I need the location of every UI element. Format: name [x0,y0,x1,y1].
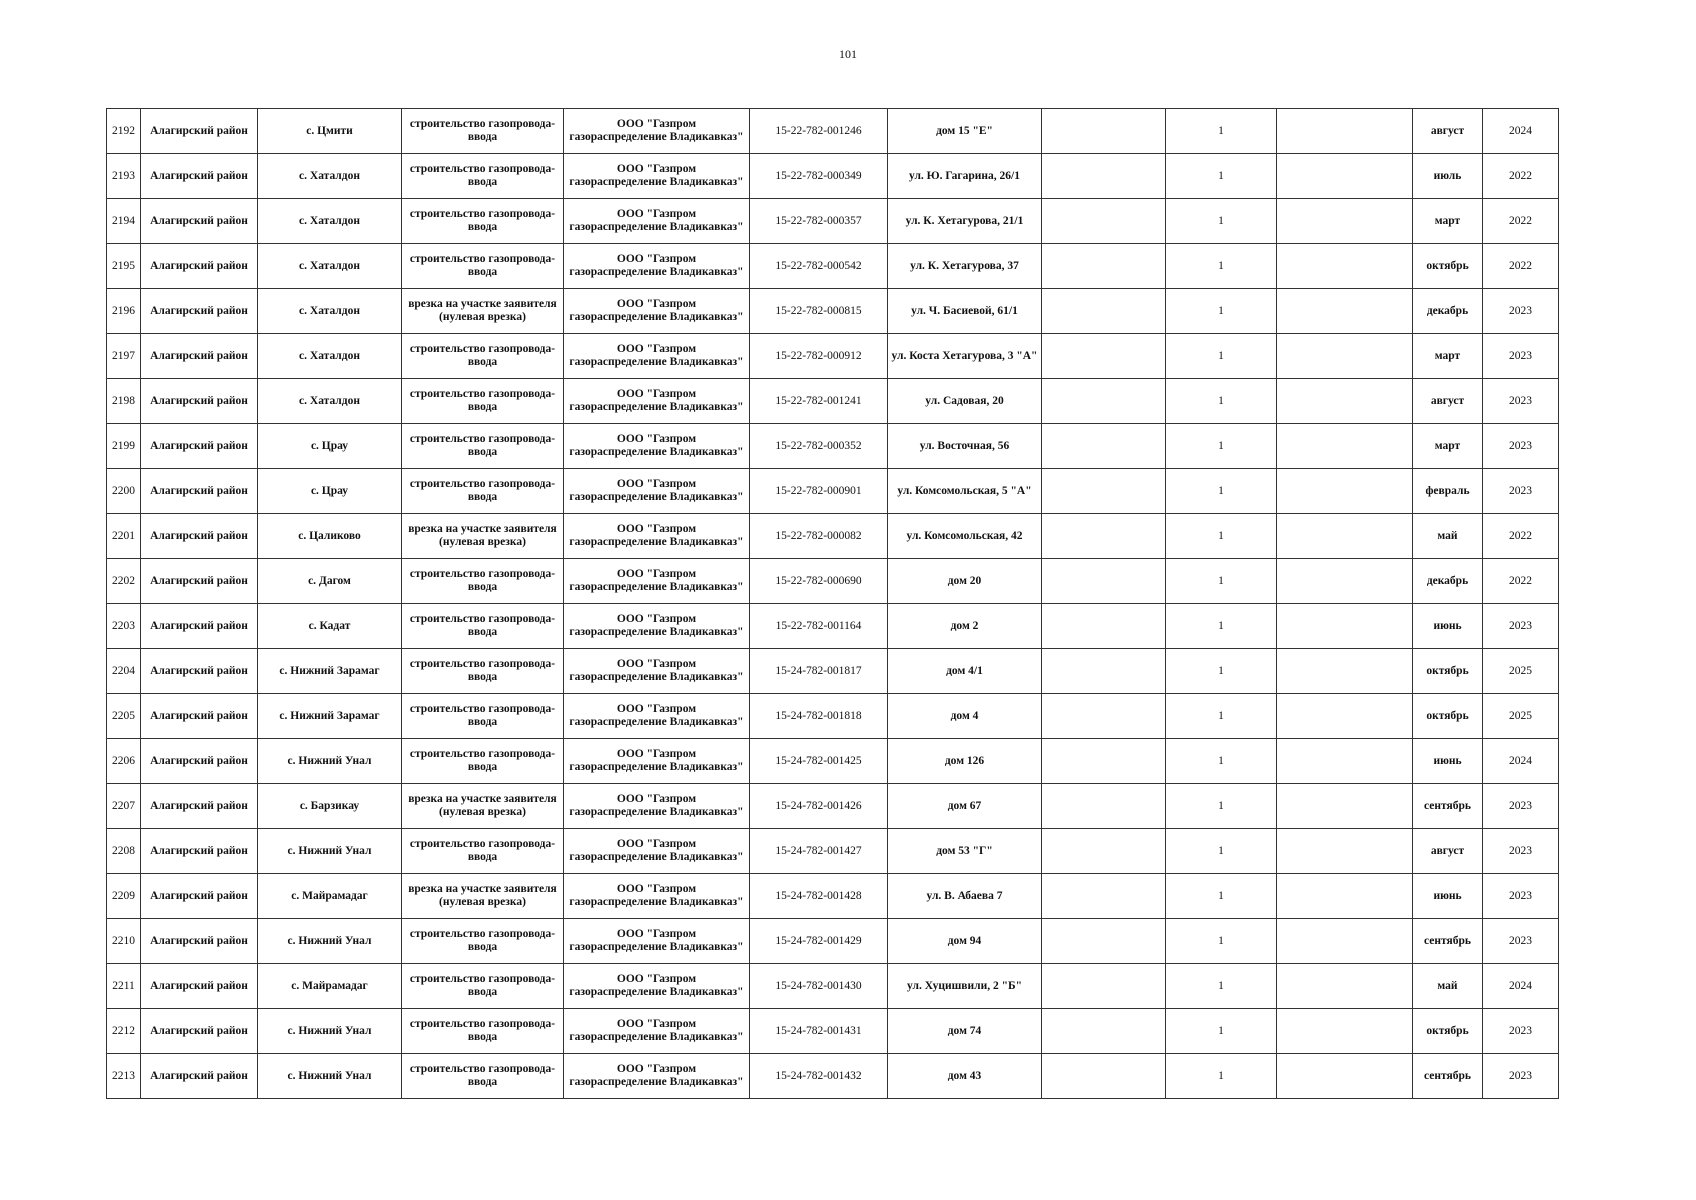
page-number: 101 [839,47,857,61]
address-cell: ул. В. Абаева 7 [888,874,1042,919]
organization-cell: ООО "Газпром газораспределение Владикавказ" [564,964,750,1009]
table-row [107,514,1559,559]
district-cell: Алагирский район [141,559,258,604]
locality-cell: с. Хаталдон [258,244,402,289]
empty-cell [1042,334,1166,379]
table-row [107,874,1559,919]
code-cell: 15-22-782-000082 [750,514,888,559]
count-cell: 1 [1166,919,1277,964]
year-cell: 2023 [1483,1009,1559,1054]
year-cell: 2025 [1483,649,1559,694]
empty-cell [1042,919,1166,964]
organization-cell: ООО "Газпром газораспределение Владикавказ" [564,199,750,244]
district-cell: Алагирский район [141,244,258,289]
year-cell: 2023 [1483,784,1559,829]
organization-cell: ООО "Газпром газораспределение Владикавказ" [564,289,750,334]
code-cell: 15-24-782-001432 [750,1054,888,1099]
organization-cell: ООО "Газпром газораспределение Владикавказ" [564,874,750,919]
empty-cell [1042,289,1166,334]
year-cell: 2024 [1483,739,1559,784]
organization-cell: ООО "Газпром газораспределение Владикавказ" [564,334,750,379]
empty-cell [1042,739,1166,784]
row-number: 2198 [107,379,141,424]
locality-cell: с. Нижний Унал [258,919,402,964]
locality-cell: с. Црау [258,469,402,514]
address-cell: дом 43 [888,1054,1042,1099]
empty-cell [1042,379,1166,424]
month-cell: март [1413,424,1483,469]
district-cell: Алагирский район [141,379,258,424]
organization-cell: ООО "Газпром газораспределение Владикавказ" [564,514,750,559]
code-cell: 15-24-782-001427 [750,829,888,874]
work-type-cell: врезка на участке заявителя (нулевая врезка) [402,784,564,829]
empty-cell [1277,379,1413,424]
month-cell: август [1413,109,1483,154]
code-cell: 15-24-782-001817 [750,649,888,694]
month-cell: май [1413,514,1483,559]
locality-cell: с. Барзикау [258,784,402,829]
row-number: 2200 [107,469,141,514]
empty-cell [1277,424,1413,469]
work-type-cell: строительство газопровода-ввода [402,199,564,244]
locality-cell: с. Майрамадаг [258,964,402,1009]
table-row [107,109,1559,154]
count-cell: 1 [1166,1009,1277,1054]
table-row [107,739,1559,784]
organization-cell: ООО "Газпром газораспределение Владикавказ" [564,604,750,649]
count-cell: 1 [1166,604,1277,649]
work-type-cell: строительство газопровода-ввода [402,469,564,514]
month-cell: март [1413,199,1483,244]
table-row [107,964,1559,1009]
year-cell: 2023 [1483,379,1559,424]
work-type-cell: строительство газопровода-ввода [402,829,564,874]
code-cell: 15-24-782-001430 [750,964,888,1009]
row-number: 2207 [107,784,141,829]
work-type-cell: врезка на участке заявителя (нулевая врезка) [402,874,564,919]
table-row [107,829,1559,874]
work-type-cell: строительство газопровода-ввода [402,559,564,604]
month-cell: сентябрь [1413,1054,1483,1099]
empty-cell [1277,154,1413,199]
district-cell: Алагирский район [141,829,258,874]
registry-table [106,108,1559,1099]
district-cell: Алагирский район [141,109,258,154]
month-cell: декабрь [1413,559,1483,604]
empty-cell [1042,604,1166,649]
row-number: 2195 [107,244,141,289]
row-number: 2213 [107,1054,141,1099]
month-cell: июнь [1413,604,1483,649]
district-cell: Алагирский район [141,739,258,784]
month-cell: март [1413,334,1483,379]
empty-cell [1042,424,1166,469]
address-cell: дом 74 [888,1009,1042,1054]
count-cell: 1 [1166,829,1277,874]
count-cell: 1 [1166,154,1277,199]
year-cell: 2022 [1483,559,1559,604]
year-cell: 2023 [1483,289,1559,334]
table-row [107,604,1559,649]
code-cell: 15-22-782-000815 [750,289,888,334]
code-cell: 15-22-782-001246 [750,109,888,154]
district-cell: Алагирский район [141,514,258,559]
row-number: 2199 [107,424,141,469]
month-cell: октябрь [1413,1009,1483,1054]
locality-cell: с. Хаталдон [258,154,402,199]
district-cell: Алагирский район [141,784,258,829]
count-cell: 1 [1166,199,1277,244]
year-cell: 2023 [1483,919,1559,964]
organization-cell: ООО "Газпром газораспределение Владикавказ" [564,379,750,424]
row-number: 2212 [107,1009,141,1054]
address-cell: дом 53 "Г" [888,829,1042,874]
registry-rows [107,109,1559,1099]
empty-cell [1042,109,1166,154]
empty-cell [1042,784,1166,829]
locality-cell: с. Хаталдон [258,334,402,379]
locality-cell: с. Цмити [258,109,402,154]
work-type-cell: строительство газопровода-ввода [402,334,564,379]
count-cell: 1 [1166,874,1277,919]
organization-cell: ООО "Газпром газораспределение Владикавказ" [564,829,750,874]
address-cell: дом 4 [888,694,1042,739]
empty-cell [1277,919,1413,964]
empty-cell [1277,829,1413,874]
address-cell: дом 20 [888,559,1042,604]
row-number: 2206 [107,739,141,784]
district-cell: Алагирский район [141,1009,258,1054]
code-cell: 15-24-782-001425 [750,739,888,784]
table-row [107,469,1559,514]
organization-cell: ООО "Газпром газораспределение Владикавказ" [564,784,750,829]
work-type-cell: строительство газопровода-ввода [402,739,564,784]
table-row [107,784,1559,829]
empty-cell [1277,784,1413,829]
row-number: 2203 [107,604,141,649]
month-cell: сентябрь [1413,919,1483,964]
work-type-cell: строительство газопровода-ввода [402,694,564,739]
district-cell: Алагирский район [141,334,258,379]
work-type-cell: строительство газопровода-ввода [402,244,564,289]
locality-cell: с. Нижний Унал [258,1009,402,1054]
count-cell: 1 [1166,649,1277,694]
count-cell: 1 [1166,469,1277,514]
work-type-cell: строительство газопровода-ввода [402,919,564,964]
organization-cell: ООО "Газпром газораспределение Владикавказ" [564,469,750,514]
count-cell: 1 [1166,334,1277,379]
month-cell: август [1413,379,1483,424]
year-cell: 2023 [1483,334,1559,379]
address-cell: ул. Хуцишвили, 2 "Б" [888,964,1042,1009]
row-number: 2209 [107,874,141,919]
district-cell: Алагирский район [141,649,258,694]
work-type-cell: строительство газопровода-ввода [402,379,564,424]
empty-cell [1042,1009,1166,1054]
year-cell: 2024 [1483,109,1559,154]
locality-cell: с. Кадат [258,604,402,649]
year-cell: 2022 [1483,154,1559,199]
work-type-cell: строительство газопровода-ввода [402,604,564,649]
row-number: 2202 [107,559,141,604]
month-cell: октябрь [1413,244,1483,289]
empty-cell [1277,874,1413,919]
table-row [107,289,1559,334]
district-cell: Алагирский район [141,199,258,244]
empty-cell [1277,559,1413,604]
organization-cell: ООО "Газпром газораспределение Владикавказ" [564,1054,750,1099]
address-cell: ул. К. Хетагурова, 37 [888,244,1042,289]
year-cell: 2023 [1483,604,1559,649]
month-cell: июль [1413,154,1483,199]
empty-cell [1042,829,1166,874]
code-cell: 15-24-782-001431 [750,1009,888,1054]
locality-cell: с. Нижний Унал [258,739,402,784]
work-type-cell: строительство газопровода-ввода [402,1009,564,1054]
row-number: 2211 [107,964,141,1009]
empty-cell [1277,289,1413,334]
locality-cell: с. Хаталдон [258,379,402,424]
empty-cell [1277,469,1413,514]
district-cell: Алагирский район [141,919,258,964]
organization-cell: ООО "Газпром газораспределение Владикавказ" [564,649,750,694]
month-cell: май [1413,964,1483,1009]
empty-cell [1277,604,1413,649]
code-cell: 15-22-782-000690 [750,559,888,604]
locality-cell: с. Нижний Унал [258,1054,402,1099]
address-cell: дом 67 [888,784,1042,829]
row-number: 2201 [107,514,141,559]
table-row [107,1009,1559,1054]
locality-cell: с. Дагом [258,559,402,604]
empty-cell [1042,964,1166,1009]
empty-cell [1277,334,1413,379]
organization-cell: ООО "Газпром газораспределение Владикавказ" [564,739,750,784]
address-cell: ул. Ю. Гагарина, 26/1 [888,154,1042,199]
locality-cell: с. Хаталдон [258,289,402,334]
month-cell: сентябрь [1413,784,1483,829]
empty-cell [1042,694,1166,739]
count-cell: 1 [1166,964,1277,1009]
organization-cell: ООО "Газпром газораспределение Владикавказ" [564,154,750,199]
code-cell: 15-22-782-001241 [750,379,888,424]
table-row [107,919,1559,964]
work-type-cell: строительство газопровода-ввода [402,109,564,154]
empty-cell [1042,649,1166,694]
empty-cell [1277,739,1413,784]
count-cell: 1 [1166,379,1277,424]
table-row [107,379,1559,424]
district-cell: Алагирский район [141,874,258,919]
address-cell: дом 126 [888,739,1042,784]
locality-cell: с. Нижний Зарамаг [258,649,402,694]
code-cell: 15-22-782-000912 [750,334,888,379]
work-type-cell: врезка на участке заявителя (нулевая врезка) [402,514,564,559]
empty-cell [1042,559,1166,604]
year-cell: 2023 [1483,469,1559,514]
locality-cell: с. Нижний Унал [258,829,402,874]
count-cell: 1 [1166,694,1277,739]
year-cell: 2022 [1483,514,1559,559]
count-cell: 1 [1166,109,1277,154]
work-type-cell: строительство газопровода-ввода [402,964,564,1009]
row-number: 2197 [107,334,141,379]
empty-cell [1042,244,1166,289]
empty-cell [1277,109,1413,154]
month-cell: июнь [1413,739,1483,784]
row-number: 2196 [107,289,141,334]
table-row [107,154,1559,199]
empty-cell [1042,874,1166,919]
count-cell: 1 [1166,1054,1277,1099]
row-number: 2208 [107,829,141,874]
table-row [107,694,1559,739]
organization-cell: ООО "Газпром газораспределение Владикавказ" [564,244,750,289]
year-cell: 2022 [1483,199,1559,244]
code-cell: 15-22-782-000352 [750,424,888,469]
empty-cell [1042,199,1166,244]
empty-cell [1042,469,1166,514]
organization-cell: ООО "Газпром газораспределение Владикавказ" [564,109,750,154]
table-row [107,1054,1559,1099]
code-cell: 15-22-782-000901 [750,469,888,514]
count-cell: 1 [1166,424,1277,469]
organization-cell: ООО "Газпром газораспределение Владикавказ" [564,424,750,469]
district-cell: Алагирский район [141,469,258,514]
address-cell: ул. К. Хетагурова, 21/1 [888,199,1042,244]
work-type-cell: врезка на участке заявителя (нулевая врезка) [402,289,564,334]
code-cell: 15-24-782-001818 [750,694,888,739]
count-cell: 1 [1166,559,1277,604]
address-cell: дом 4/1 [888,649,1042,694]
organization-cell: ООО "Газпром газораспределение Владикавказ" [564,1009,750,1054]
locality-cell: с. Црау [258,424,402,469]
district-cell: Алагирский район [141,289,258,334]
row-number: 2210 [107,919,141,964]
code-cell: 15-24-782-001429 [750,919,888,964]
district-cell: Алагирский район [141,964,258,1009]
row-number: 2194 [107,199,141,244]
month-cell: октябрь [1413,694,1483,739]
year-cell: 2023 [1483,874,1559,919]
address-cell: ул. Комсомольская, 42 [888,514,1042,559]
empty-cell [1277,1009,1413,1054]
code-cell: 15-22-782-000542 [750,244,888,289]
work-type-cell: строительство газопровода-ввода [402,649,564,694]
code-cell: 15-24-782-001426 [750,784,888,829]
count-cell: 1 [1166,784,1277,829]
address-cell: дом 94 [888,919,1042,964]
code-cell: 15-22-782-000357 [750,199,888,244]
table-row [107,334,1559,379]
count-cell: 1 [1166,514,1277,559]
address-cell: ул. Садовая, 20 [888,379,1042,424]
year-cell: 2022 [1483,244,1559,289]
organization-cell: ООО "Газпром газораспределение Владикавказ" [564,919,750,964]
locality-cell: с. Майрамадаг [258,874,402,919]
district-cell: Алагирский район [141,694,258,739]
district-cell: Алагирский район [141,1054,258,1099]
district-cell: Алагирский район [141,424,258,469]
year-cell: 2023 [1483,424,1559,469]
code-cell: 15-22-782-001164 [750,604,888,649]
work-type-cell: строительство газопровода-ввода [402,154,564,199]
work-type-cell: строительство газопровода-ввода [402,424,564,469]
empty-cell [1277,964,1413,1009]
month-cell: февраль [1413,469,1483,514]
row-number: 2192 [107,109,141,154]
address-cell: дом 2 [888,604,1042,649]
row-number: 2204 [107,649,141,694]
district-cell: Алагирский район [141,154,258,199]
table-row [107,559,1559,604]
row-number: 2193 [107,154,141,199]
empty-cell [1277,694,1413,739]
count-cell: 1 [1166,739,1277,784]
empty-cell [1277,514,1413,559]
locality-cell: с. Нижний Зарамаг [258,694,402,739]
empty-cell [1277,244,1413,289]
month-cell: июнь [1413,874,1483,919]
address-cell: ул. Коста Хетагурова, 3 "А" [888,334,1042,379]
address-cell: дом 15 "Е" [888,109,1042,154]
address-cell: ул. Комсомольская, 5 "А" [888,469,1042,514]
locality-cell: с. Цаликово [258,514,402,559]
work-type-cell: строительство газопровода-ввода [402,1054,564,1099]
address-cell: ул. Ч. Басиевой, 61/1 [888,289,1042,334]
year-cell: 2023 [1483,829,1559,874]
count-cell: 1 [1166,244,1277,289]
table-row [107,424,1559,469]
table-row [107,649,1559,694]
empty-cell [1277,649,1413,694]
row-number: 2205 [107,694,141,739]
locality-cell: с. Хаталдон [258,199,402,244]
empty-cell [1042,514,1166,559]
organization-cell: ООО "Газпром газораспределение Владикавказ" [564,559,750,604]
year-cell: 2025 [1483,694,1559,739]
empty-cell [1277,199,1413,244]
year-cell: 2023 [1483,1054,1559,1099]
code-cell: 15-22-782-000349 [750,154,888,199]
year-cell: 2024 [1483,964,1559,1009]
address-cell: ул. Восточная, 56 [888,424,1042,469]
empty-cell [1042,154,1166,199]
table-row [107,244,1559,289]
empty-cell [1277,1054,1413,1099]
month-cell: август [1413,829,1483,874]
month-cell: декабрь [1413,289,1483,334]
table-row [107,199,1559,244]
organization-cell: ООО "Газпром газораспределение Владикавказ" [564,694,750,739]
count-cell: 1 [1166,289,1277,334]
month-cell: октябрь [1413,649,1483,694]
code-cell: 15-24-782-001428 [750,874,888,919]
district-cell: Алагирский район [141,604,258,649]
empty-cell [1042,1054,1166,1099]
